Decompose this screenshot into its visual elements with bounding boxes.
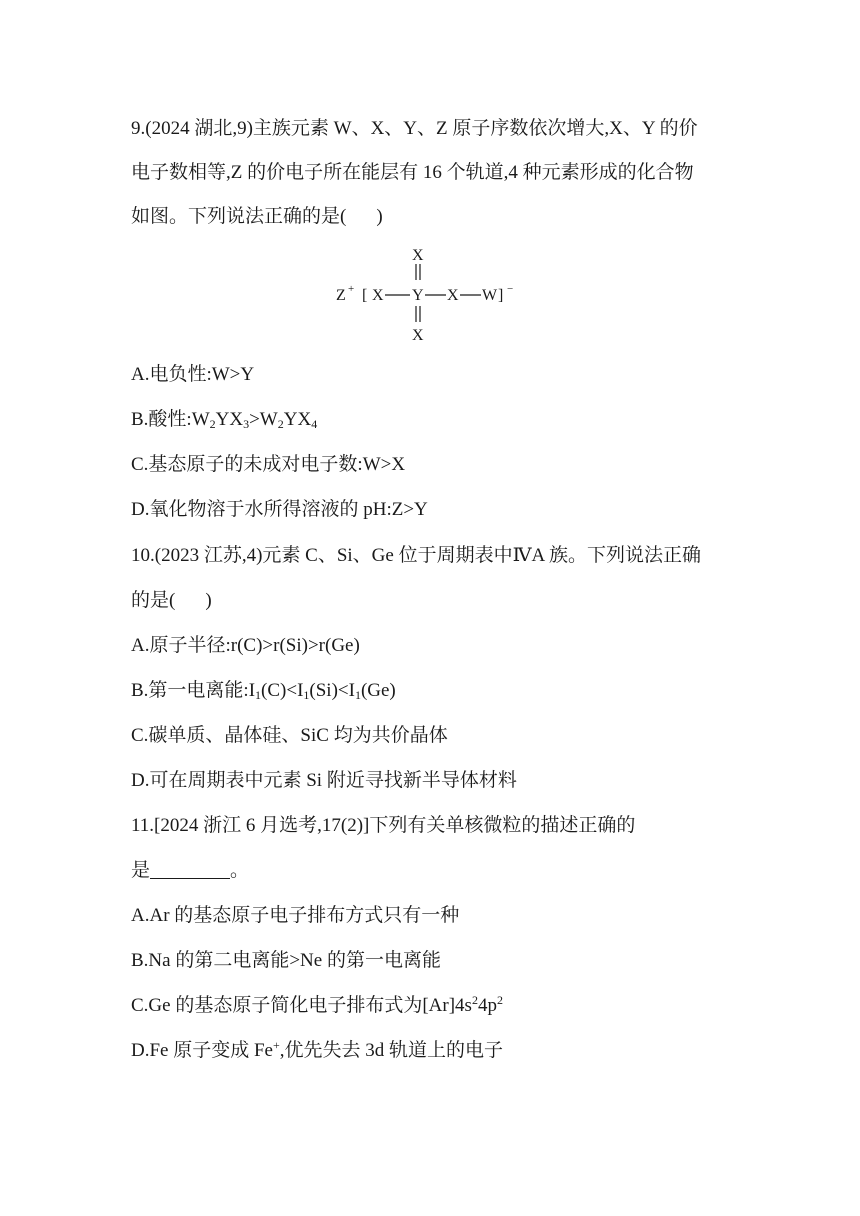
- q10-option-d: D.可在周期表中元素 Si 附近寻找新半导体材料: [131, 770, 517, 791]
- structure-left-x: X: [372, 287, 384, 304]
- q11-option-a: A.Ar 的基态原子电子排布方式只有一种: [131, 905, 460, 926]
- structure-top-x: X: [412, 247, 424, 264]
- structure-center-y: Y: [412, 287, 424, 304]
- structure-bracket-open: [: [362, 287, 368, 304]
- q10-option-b: B.第一电离能$:I_1(C)<I_1(Si)<I_1(Ge)$: [131, 680, 396, 702]
- structure-bracket-close: ]: [498, 287, 504, 304]
- q10-option-a: A.原子半径:r(C)>r(Si)>r(Ge): [131, 635, 360, 656]
- q11-option-c: C.Ge 的基态原子简化电子排布式为$[Ar]4s^24p^2$: [131, 993, 503, 1016]
- q9-stem-line1: 9.(2024 湖北,9)主族元素 W、X、Y、Z 原子序数依次增大,X、Y 的价: [131, 118, 698, 139]
- q9-option-c: C.基态原子的未成对电子数:W>X: [131, 454, 406, 475]
- q9-option-a: A.电负性:W>Y: [131, 364, 255, 385]
- answer-blank[interactable]: [150, 860, 230, 879]
- compound-structure-figure: [330, 242, 530, 346]
- q11-option-d: D.Fe 原子变成 Fe+,优先失去 3d 轨道上的电子: [131, 1038, 504, 1061]
- q9-stem-line2: 电子数相等,Z 的价电子所在能层有 16 个轨道,4 种元素形成的化合物: [131, 162, 694, 183]
- q10-stem-line2: 的是( ): [131, 590, 212, 611]
- structure-cation: Z: [336, 287, 346, 304]
- q9-option-b: B.酸性$:W_2YX_3>W_2YX_4$: [131, 409, 318, 431]
- q10-option-c: C.碳单质、晶体硅、SiC 均为共价晶体: [131, 725, 448, 746]
- structure-bottom-x: X: [412, 327, 424, 344]
- structure-bridge-x: X: [447, 287, 459, 304]
- structure-cation-charge: +: [348, 283, 355, 295]
- structure-end-w: W: [482, 287, 498, 304]
- q10-stem-line1: 10.(2023 江苏,4)元素 C、Si、Ge 位于周期表中ⅣA 族。下列说法正确: [131, 545, 701, 566]
- q11-stem-line2: 是 。: [131, 860, 250, 881]
- q11-stem-line1: 11.[2024 浙江 6 月选考,17(2)]下列有关单核微粒的描述正确的: [131, 815, 636, 836]
- q9-option-d: D.氧化物溶于水所得溶液的 pH:Z>Y: [131, 499, 428, 520]
- q9-stem-line3: 如图。下列说法正确的是( ): [131, 206, 383, 227]
- structure-anion-charge: −: [507, 283, 514, 295]
- q11-option-b: B.Na 的第二电离能>Ne 的第一电离能: [131, 950, 441, 971]
